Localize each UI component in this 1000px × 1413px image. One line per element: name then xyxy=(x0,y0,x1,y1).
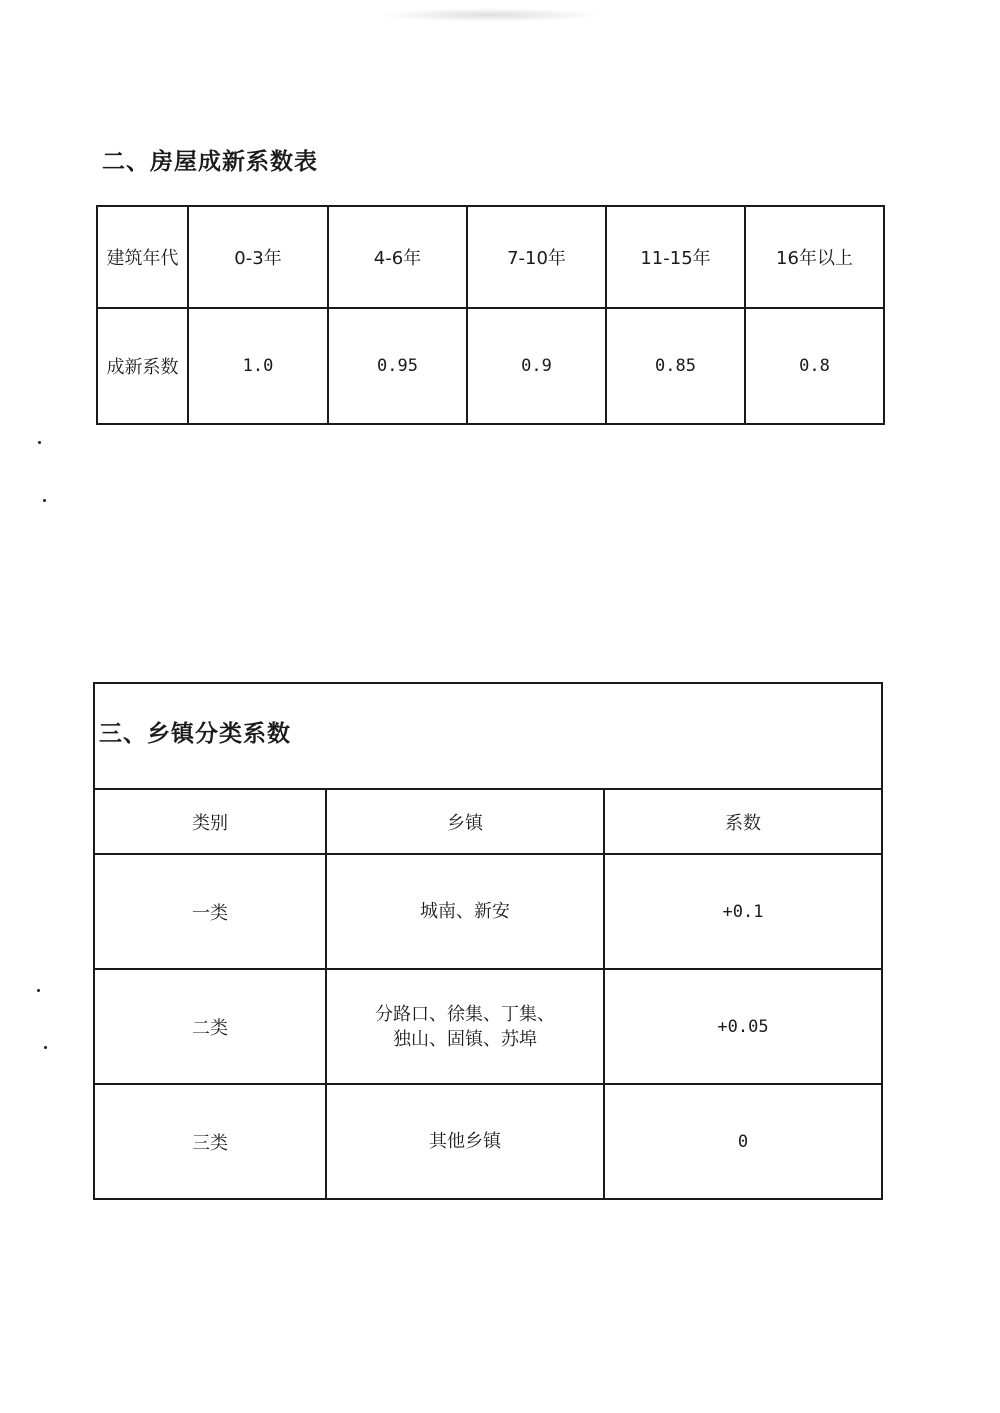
coefficient-cell: 1.0 xyxy=(188,308,328,424)
column-header-category: 类别 xyxy=(94,789,326,854)
scan-speck xyxy=(44,1046,47,1049)
depreciation-table xyxy=(96,205,885,425)
row-label-coefficient: 成新系数 xyxy=(97,308,188,424)
category-cell: 三类 xyxy=(94,1084,326,1199)
column-header-coefficient: 系数 xyxy=(604,789,882,854)
coefficient-cell: 0.85 xyxy=(606,308,745,424)
table-row-coefficients xyxy=(97,308,884,424)
coefficient-cell: 0.95 xyxy=(328,308,467,424)
category-cell: 二类 xyxy=(94,969,326,1084)
coefficient-cell: 0.9 xyxy=(467,308,606,424)
town-classification-table xyxy=(93,682,883,1200)
table-row xyxy=(94,854,882,969)
scan-speck xyxy=(43,499,46,502)
table-row xyxy=(94,969,882,1084)
year-range-cell: 0-3年 xyxy=(188,206,328,308)
scan-smudge xyxy=(380,8,600,22)
scan-speck xyxy=(37,989,40,992)
table-row-building-years xyxy=(97,206,884,308)
column-header-towns: 乡镇 xyxy=(326,789,604,854)
coefficient-cell: +0.1 xyxy=(604,854,882,969)
coefficient-cell: 0.8 xyxy=(745,308,884,424)
section-heading-town-classification: 三、乡镇分类系数 xyxy=(99,720,291,747)
table-caption-row xyxy=(94,683,882,789)
towns-cell xyxy=(326,1084,604,1199)
towns-cell xyxy=(326,854,604,969)
towns-line: 城南、新安 xyxy=(420,901,510,922)
towns-line: 独山、固镇、苏埠 xyxy=(393,1028,537,1050)
coefficient-cell: 0 xyxy=(604,1084,882,1199)
table-header-row xyxy=(94,789,882,854)
section-heading-depreciation: 二、房屋成新系数表 xyxy=(102,149,318,175)
year-range-cell: 11-15年 xyxy=(606,206,745,308)
coefficient-cell: +0.05 xyxy=(604,969,882,1084)
year-range-cell: 4-6年 xyxy=(328,206,467,308)
category-cell: 一类 xyxy=(94,854,326,969)
row-label-building-years: 建筑年代 xyxy=(97,206,188,308)
table-row xyxy=(94,1084,882,1199)
towns-line: 其他乡镇 xyxy=(429,1131,501,1152)
caption-cell xyxy=(94,683,882,789)
year-range-cell: 16年以上 xyxy=(745,206,884,308)
scan-speck xyxy=(38,441,41,444)
towns-cell xyxy=(326,969,604,1084)
towns-line: 分路口、徐集、丁集、 xyxy=(375,1003,555,1025)
year-range-cell: 7-10年 xyxy=(467,206,606,308)
